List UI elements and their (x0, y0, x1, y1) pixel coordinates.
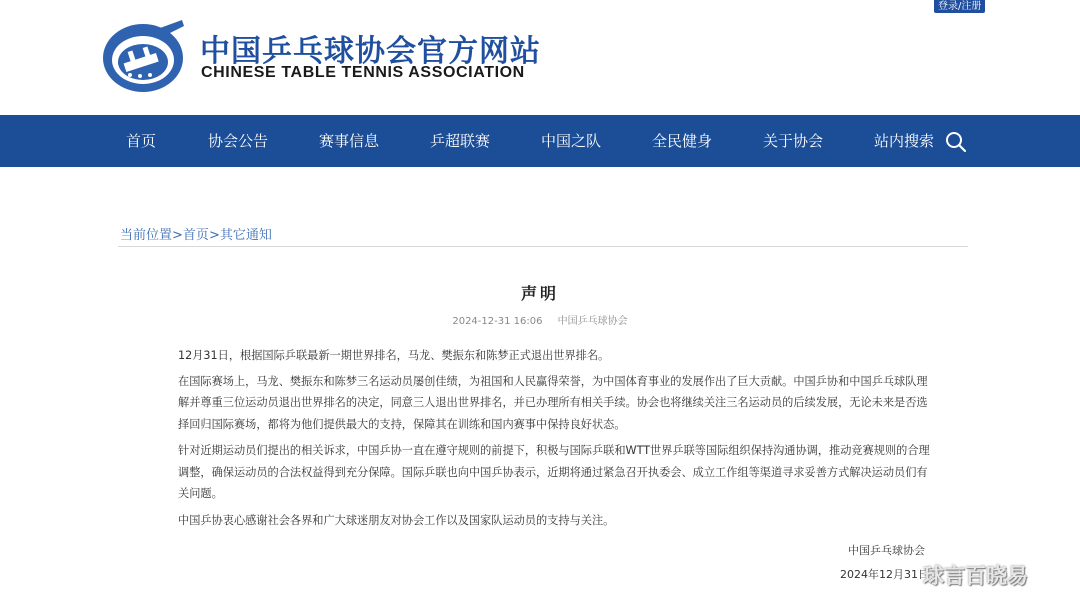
breadcrumb (120, 224, 272, 243)
nav-item-home[interactable]: 首页 (126, 132, 157, 150)
signature-org: 中国乒乓球协会 (848, 544, 925, 557)
nav-item-super-league[interactable]: 乒超联赛 (430, 132, 491, 150)
nav-item-site-search[interactable]: 站内搜索 (874, 132, 935, 150)
breadcrumb-divider (118, 246, 968, 247)
nav-item-national-team[interactable]: 中国之队 (541, 132, 602, 150)
breadcrumb-separator: > (208, 228, 220, 243)
site-title-en: CHINESE TABLE TENNIS ASSOCIATION (201, 64, 525, 81)
breadcrumb-home[interactable]: 首页 (182, 228, 209, 243)
main-nav (0, 115, 1080, 167)
association-logo-icon[interactable] (100, 18, 186, 96)
nav-item-fitness[interactable]: 全民健身 (652, 132, 713, 150)
site-title-cn: 中国乒乓球协会官方网站 (200, 34, 541, 69)
nav-item-events[interactable]: 赛事信息 (319, 132, 380, 150)
article-date: 2024-12-31 16:06 (452, 316, 543, 327)
nav-item-announcements[interactable]: 协会公告 (208, 132, 269, 150)
article-paragraph: 在国际赛场上，马龙、樊振东和陈梦三名运动员屡创佳绩，为祖国和人民赢得荣誉，为中国体育事业的发展作出了巨大贡献。中国乒协和中国乒乓球队理解并尊重三位运动员退出世界排名的决定，同意三人退出世界排名，并已办理所有相关手续。协会也将继续关注三名运动员的后续发展，无论未来是否选择回归国际赛场，都将为他们提供最大的支持，保障其在训练和国内赛事中保持良好状态。 (178, 374, 928, 431)
login-register-link[interactable]: 登录/注册 (934, 0, 985, 13)
article-title: 声明 (520, 284, 559, 303)
search-icon[interactable] (945, 131, 967, 153)
article-source: 中国乒乓球协会 (557, 316, 628, 327)
article-paragraph: 12月31日，根据国际乒联最新一期世界排名，马龙、樊振东和陈梦正式退出世界排名。 (178, 349, 610, 362)
article-meta (0, 312, 1080, 327)
site-header (0, 0, 1080, 115)
watermark-text: 球言百晓易 (923, 564, 1028, 588)
breadcrumb-category[interactable]: 其它通知 (219, 228, 272, 243)
article-body (178, 345, 930, 536)
signature-date: 2024年12月31日 (840, 568, 929, 581)
breadcrumb-current-label[interactable]: 当前位置 (120, 228, 173, 243)
nav-item-about[interactable]: 关于协会 (763, 132, 824, 150)
article-paragraph: 针对近期运动员们提出的相关诉求，中国乒协一直在遵守规则的前提下，积极与国际乒联和WTT世界乒联等国际组织保持沟通协调，推动竞赛规则的合理调整，确保运动员的合法权益得到充分保障。国际乒联也向中国乒协表示，近期将通过紧急召开执委会、成立工作组等渠道寻求妥善方式解决运动员们有关问题。 (178, 444, 930, 500)
breadcrumb-separator: > (172, 228, 183, 243)
article-paragraph: 中国乒协衷心感谢社会各界和广大球迷朋友对协会工作以及国家队运动员的支持与关注。 (178, 513, 615, 527)
